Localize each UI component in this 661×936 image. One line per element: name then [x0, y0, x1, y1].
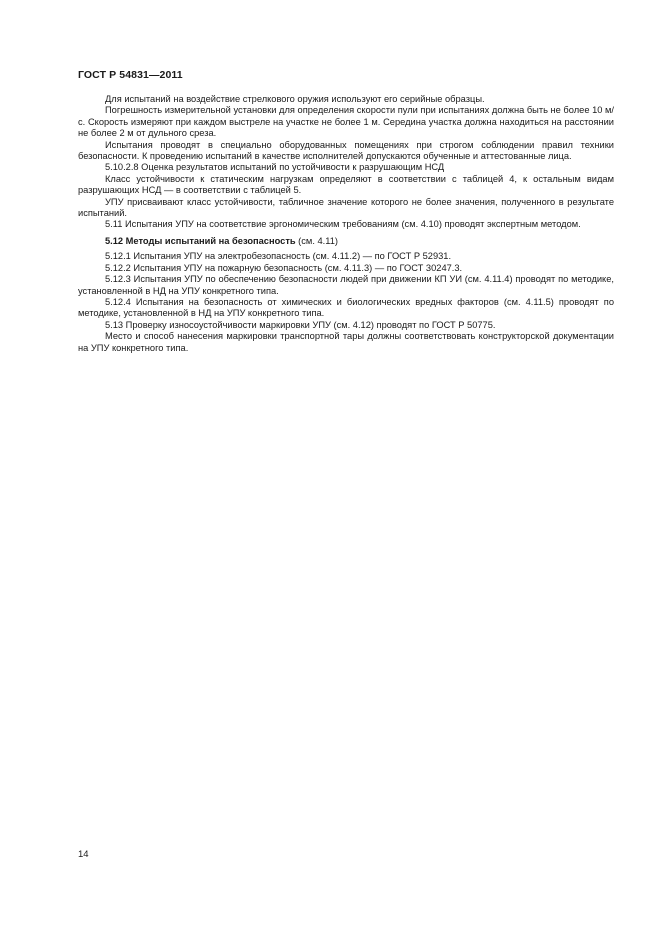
- paragraph: 5.12.3 Испытания УПУ по обеспечению безопасности людей при движении КП УИ (см. 4.11.4) проводят по методике, установленной в НД на УПУ конкретного типа.: [78, 274, 614, 296]
- paragraph: 5.13 Проверку износоустойчивости маркировки УПУ (см. 4.12) проводят по ГОСТ Р 50775.: [105, 319, 496, 330]
- document-body: [78, 94, 614, 354]
- page-number: 14: [78, 849, 89, 860]
- paragraph: Испытания проводят в специально оборудованных помещениях при строгом соблюдении правил техники безопасности. К проведению испытаний в качестве исполнителей допускаются обученные и аттестованные лица.: [78, 139, 614, 162]
- document-header: ГОСТ Р 54831—2011: [78, 69, 183, 81]
- paragraph: УПУ присваивают класс устойчивости, табличное значение которого не более значения, полученного в результате испытаний.: [78, 196, 614, 219]
- section-heading-title: 5.12 Методы испытаний на безопасность: [105, 235, 296, 246]
- section-heading-ref: (см. 4.11): [295, 235, 338, 246]
- paragraph: 5.12.1 Испытания УПУ на электробезопасность (см. 4.11.2) — по ГОСТ Р 52931.: [105, 251, 452, 262]
- paragraph: Погрешность измерительной установки для определения скорости пули при испытаниях должна быть не более 10 м/с. Скорость измеряют при каждом выстреле на участке не более 1 м. Середина участка должна находиться на расстоянии не более 2 м от дульного среза.: [78, 105, 614, 139]
- section-heading: [78, 236, 614, 247]
- paragraph: 5.10.2.8 Оценка результатов испытаний по устойчивости к разрушающим НСД: [105, 162, 445, 173]
- paragraph: Класс устойчивости к статическим нагрузкам определяют в соответствии с таблицей 4, к остальным видам разрушающих НСД — в соответствии с таблицей 5.: [78, 173, 614, 196]
- paragraph: Для испытаний на воздействие стрелкового оружия используют его серийные образцы.: [105, 94, 485, 104]
- paragraph: Место и способ нанесения маркировки транспортной тары должны соответствовать конструкторской документации на УПУ конкретного типа.: [78, 331, 614, 353]
- paragraph: 5.12.4 Испытания на безопасность от химических и биологических вредных факторов (см. 4.11.5) проводят по методике, установленной в НД на УПУ конкретного типа.: [78, 296, 614, 319]
- paragraph: 5.12.2 Испытания УПУ на пожарную безопасность (см. 4.11.3) — по ГОСТ 30247.3.: [105, 262, 463, 273]
- paragraph: 5.11 Испытания УПУ на соответствие эргономическим требованиям (см. 4.10) проводят экспертным методом.: [105, 219, 581, 230]
